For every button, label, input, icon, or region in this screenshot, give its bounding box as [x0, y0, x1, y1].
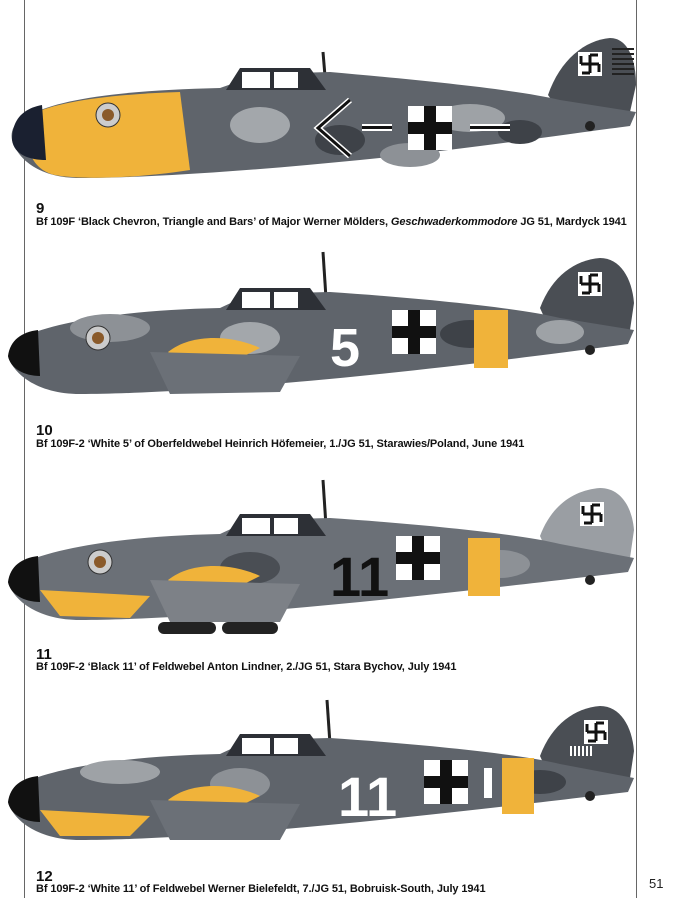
profile-number: 11 [36, 646, 52, 663]
fuselage-number: 5 [330, 318, 361, 378]
aircraft-illustration [0, 696, 687, 856]
aircraft-profile-11 [0, 472, 687, 640]
aircraft-illustration [0, 472, 687, 640]
profile-caption: Bf 109F ‘Black Chevron, Triangle and Bars’ of Major Werner Mölders, Geschwaderkommodore JG 51, Mardyck 1941 [36, 216, 627, 228]
aircraft-profile-12 [0, 696, 687, 856]
profile-number: 12 [36, 868, 53, 885]
fuselage-number: 11 [338, 765, 398, 828]
aircraft-illustration [0, 20, 687, 180]
profile-caption: Bf 109F-2 ‘Black 11’ of Feldwebel Anton Lindner, 2./JG 51, Stara Bychov, July 1941 [36, 661, 457, 673]
profile-number: 10 [36, 422, 53, 439]
profile-number: 9 [36, 200, 45, 217]
aircraft-profile-9 [0, 20, 687, 180]
profile-caption: Bf 109F-2 ‘White 5’ of Oberfeldwebel Heinrich Höfemeier, 1./JG 51, Starawies/Poland, June 1941 [36, 438, 525, 450]
aircraft-profile-10 [0, 248, 687, 408]
profile-caption: Bf 109F-2 ‘White 11’ of Feldwebel Werner Bielefeldt, 7./JG 51, Bobruisk-South, July 1941 [36, 883, 486, 895]
fuselage-number: 11 [330, 545, 390, 608]
page-number: 51 [649, 876, 664, 891]
aircraft-illustration [0, 248, 687, 408]
